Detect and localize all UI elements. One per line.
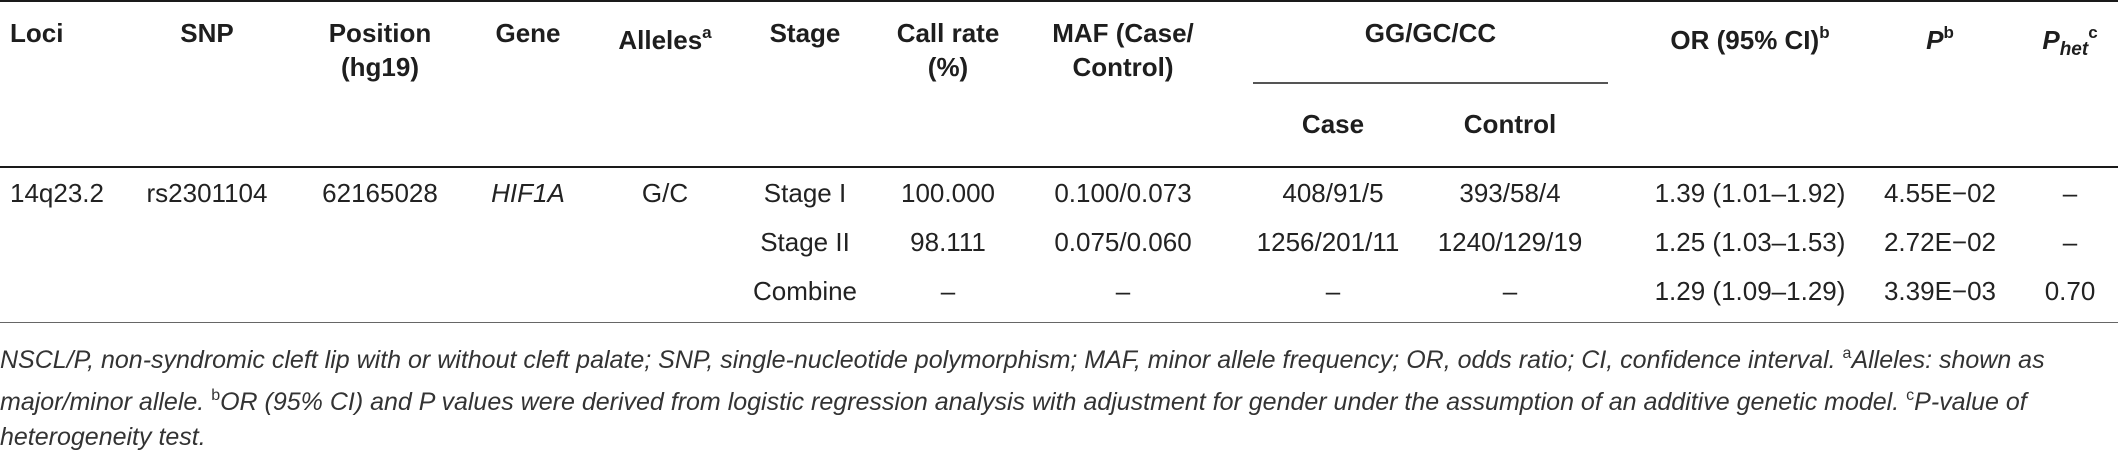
header-phet-sup: c [2088, 23, 2098, 42]
table-cell-call-rate: 98.111 [910, 227, 986, 257]
table-cell-stage: Combine [752, 276, 858, 306]
table-cell-stage: Stage II [760, 227, 850, 257]
table-cell-case: 408/91/5 [1282, 178, 1384, 208]
table-cell-loci: 14q23.2 [10, 178, 104, 208]
footnote-abbreviations: NSCL/P, non-syndromic cleft lip with or without cleft palate; SNP, single-nucleotide polymorphism; MAF, minor allele frequency; OR, odds ratio; CI, confidence interval. [0, 346, 1836, 374]
table-cell-case: – [1325, 276, 1341, 306]
header-maf-line2: Control) [1072, 52, 1174, 82]
header-or-text: OR (95% CI) [1670, 25, 1820, 55]
table-cell-p: 4.55E−02 [1883, 178, 1997, 208]
table-cell-control: – [1502, 276, 1518, 306]
table-cell-maf: – [1115, 276, 1131, 306]
table-cell-or: 1.29 (1.09–1.29) [1654, 276, 1846, 306]
table-cell-control: 393/58/4 [1459, 178, 1561, 208]
header-genotype: GG/GC/CC [1364, 18, 1497, 48]
table-cell-p: 3.39E−03 [1883, 276, 1997, 306]
header-maf [1034, 16, 1212, 84]
genotype-subheader-rule [1253, 82, 1608, 84]
table-cell-maf: 0.100/0.073 [1054, 178, 1192, 208]
header-p-text: P [1926, 25, 1944, 55]
header-alleles-text: Alleles [618, 25, 703, 55]
table-cell-alleles: G/C [641, 178, 689, 208]
table-cell-control: 1240/129/19 [1437, 227, 1583, 257]
table-footnote [0, 336, 2110, 455]
table-bottom-rule [0, 322, 2118, 323]
header-alleles-sup: a [702, 23, 712, 42]
table-cell-p: 2.72E−02 [1883, 227, 1997, 257]
table-cell-case: 1256/201/11 [1256, 227, 1400, 257]
header-p [1900, 16, 1980, 57]
header-call-rate [882, 16, 1014, 84]
table-cell-call-rate: 100.000 [901, 178, 995, 208]
header-maf-line1: MAF (Case/ [1052, 18, 1194, 48]
table-cell-gene: HIF1A [491, 178, 565, 208]
header-call-rate-line1: Call rate [896, 18, 1000, 48]
header-position [320, 16, 440, 84]
header-snp: SNP [180, 18, 234, 48]
table-cell-phet: – [2062, 178, 2078, 208]
header-phet-sub: het [2059, 39, 2089, 60]
table-cell-or: 1.25 (1.03–1.53) [1654, 227, 1846, 257]
footnote-b-text: OR (95% CI) and P values were derived from logistic regression analysis with adjustment for gender under the assumption of an additive genetic model. [220, 388, 1907, 416]
header-p-sup: b [1943, 23, 1954, 42]
header-loci: Loci [10, 18, 64, 48]
table-cell-position: 62165028 [322, 178, 438, 208]
footnote-c-mark: c [1906, 387, 1915, 404]
header-phet-text: P [2042, 25, 2060, 55]
header-case: Case [1301, 109, 1365, 139]
header-call-rate-line2: (%) [927, 52, 969, 82]
header-stage: Stage [769, 18, 841, 48]
table-cell-maf: 0.075/0.060 [1054, 227, 1192, 257]
table-cell-phet: 0.70 [2044, 276, 2096, 306]
table-cell-call-rate: – [940, 276, 956, 306]
header-position-line2: (hg19) [341, 52, 419, 82]
footnote-a-text: Alleles: shown as major/minor allele. [0, 346, 2045, 416]
table-cell-snp: rs2301104 [146, 178, 268, 208]
table-top-rule [0, 0, 2118, 2]
footnote-b-mark: b [211, 387, 221, 404]
table-cell-stage: Stage I [763, 178, 847, 208]
header-bottom-rule [0, 166, 2118, 168]
header-phet [2030, 16, 2110, 67]
header-or-sup: b [1819, 23, 1830, 42]
header-control: Control [1463, 109, 1557, 139]
footnote-a-mark: a [1842, 345, 1852, 362]
table-cell-phet: – [2062, 227, 2078, 257]
header-gene: Gene [495, 18, 561, 48]
header-alleles [600, 16, 730, 57]
header-or [1640, 16, 1860, 57]
table-cell-or: 1.39 (1.01–1.92) [1654, 178, 1846, 208]
footnote-c-text: P-value of heterogeneity test. [0, 388, 2027, 451]
header-position-line1: Position [328, 18, 432, 48]
